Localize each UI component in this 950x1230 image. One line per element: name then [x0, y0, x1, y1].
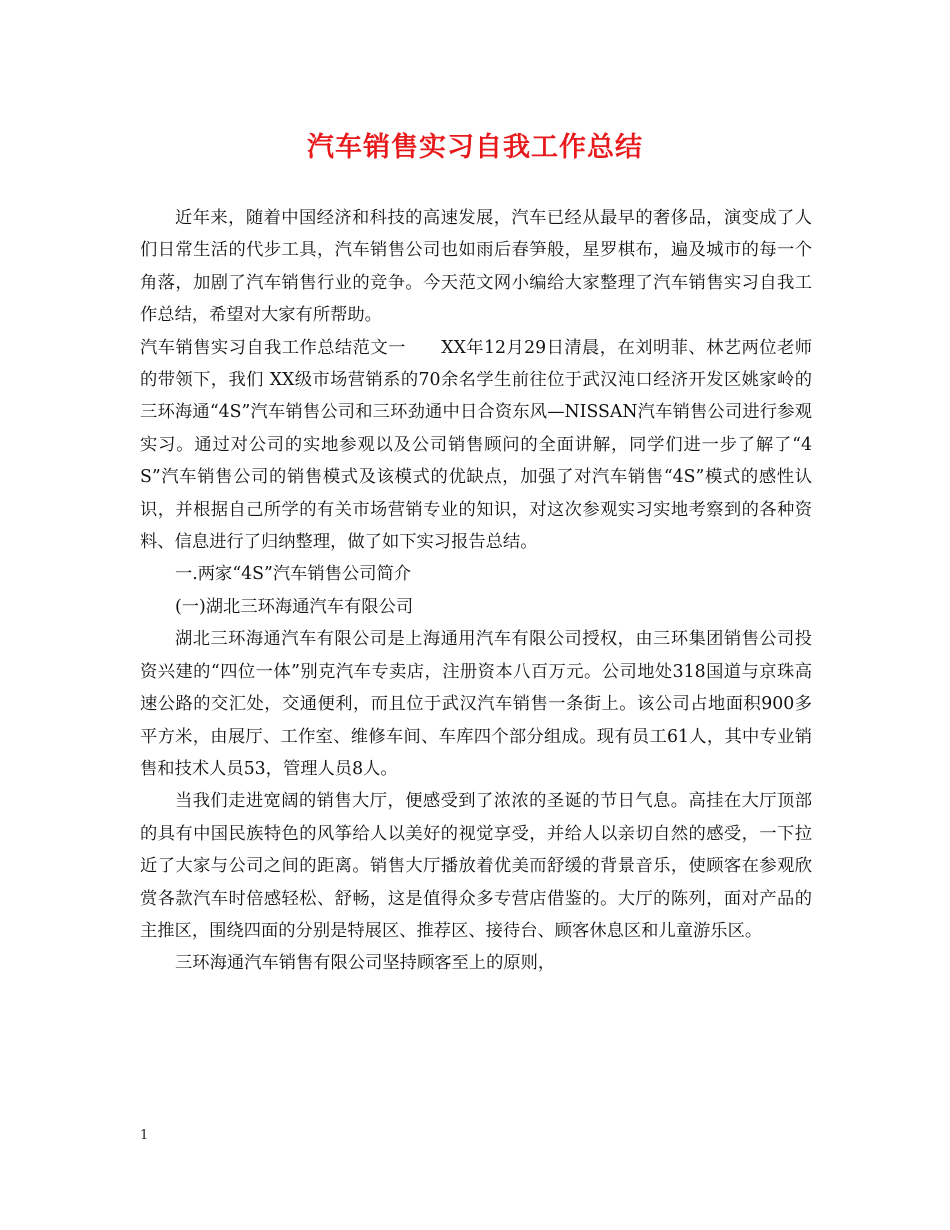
- paragraph-sample-one: 汽车销售实习自我工作总结范文一 XX年12月29日清晨，在刘明菲、林艺两位老师的带领下，我们 XX级市场营销系的70余名学生前往位于武汉沌口经济开发区姚家岭的三环海通“4S”汽车销售公司和三环劲通中日合资东风—NISSAN汽车销售公司进行参观实习。通过对公司的实地参观以及公司销售顾问的全面讲解，同学们进一步了解了“4S”汽车销售公司的销售模式及该模式的优缺点，加强了对汽车销售“4S”模式的感性认识，并根据自己所学的有关市场营销专业的知识，对这次参观实习实地考察到的各种资料、信息进行了归纳整理，做了如下实习报告总结。: [140, 337, 812, 553]
- subsection-heading-haitong: (一)湖北三环海通汽车有限公司: [175, 596, 414, 617]
- paragraph-customer-principle: 三环海通汽车销售有限公司坚持顾客至上的原则，: [175, 953, 556, 974]
- paragraph-intro: 近年来，随着中国经济和科技的高速发展，汽车已经从最早的奢侈品，演变成了人们日常生活的代步工具，汽车销售公司也如雨后春笋般，星罗棋布，遍及城市的每一个角落，加剧了汽车销售行业的竞争。今天范文网小编给大家整理了汽车销售实习自我工作总结，希望对大家有所帮助。: [140, 208, 812, 326]
- paragraph-haitong-profile: 湖北三环海通汽车有限公司是上海通用汽车有限公司授权，由三环集团销售公司投资兴建的“四位一体”别克汽车专卖店，注册资本八百万元。公司地处318国道与京珠高速公路的交汇处，交通便利，而且位于武汉汽车销售一条街上。该公司占地面积900多平方米，由展厅、工作室、维修车间、车库四个部分组成。现有员工61人，其中专业销售和技术人员53，管理人员8人。: [140, 629, 812, 779]
- paragraph-showroom: 当我们走进宽阔的销售大厅，便感受到了浓浓的圣诞的节日气息。高挂在大厅顶部的具有中国民族特色的风筝给人以美好的视觉享受，并给人以亲切自然的感受，一下拉近了大家与公司之间的距离。销售大厅播放着优美而舒缓的背景音乐，使顾客在参观欣赏各款汽车时倍感轻松、舒畅，这是值得众多专营店借鉴的。大厅的陈列，面对产品的主推区，围绕四面的分别是特展区、推荐区、接待台、顾客休息区和儿童游乐区。: [140, 791, 812, 941]
- document-title: 汽车销售实习自我工作总结: [307, 132, 643, 163]
- page-number: 1: [140, 1128, 149, 1143]
- document-body: [140, 202, 812, 980]
- section-heading-company-profiles: 一.两家“4S”汽车销售公司简介: [175, 564, 412, 585]
